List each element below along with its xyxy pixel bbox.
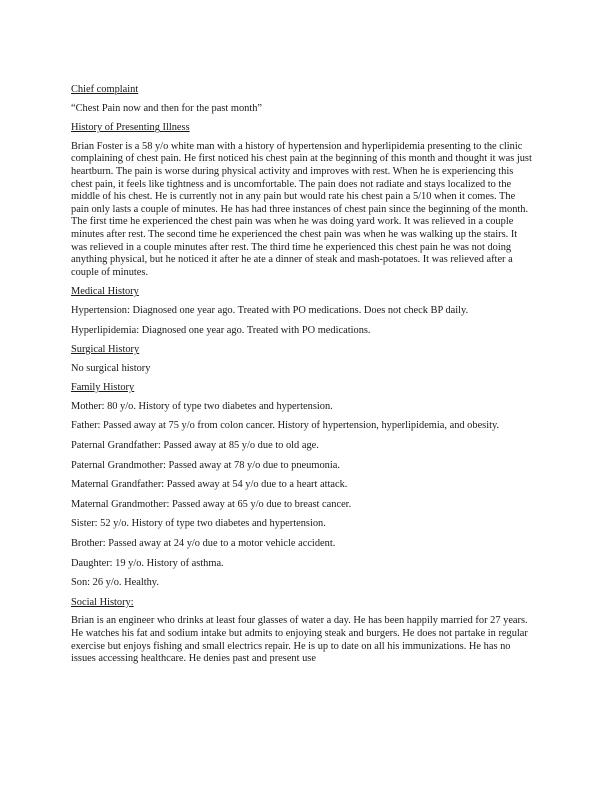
family-history-item: Son: 26 y/o. Healthy.: [71, 577, 159, 589]
medical-history-item: Hyperlipidemia: Diagnosed one year ago. Treated with PO medications.: [71, 324, 371, 336]
document-page: [71, 84, 533, 673]
family-history-item: Father: Passed away at 75 y/o from colon cancer. History of hypertension, hyperlipidemia, and obesity.: [71, 420, 500, 432]
family-history-item: Paternal Grandfather: Passed away at 85 y/o due to old age.: [71, 440, 319, 452]
family-history-item: Brother: Passed away at 24 y/o due to a motor vehicle accident.: [71, 538, 336, 550]
medical-history-item: Hypertension: Diagnosed one year ago. Treated with PO medications. Does not check BP daily.: [71, 304, 469, 316]
family-history-item: Mother: 80 y/o. History of type two diabetes and hypertension.: [71, 400, 333, 412]
hpi-heading: History of Presenting Illness: [71, 122, 190, 134]
family-history-item: Sister: 52 y/o. History of type two diabetes and hypertension.: [71, 518, 326, 530]
family-history-heading: Family History: [71, 382, 135, 394]
hpi-paragraph: Brian Foster is a 58 y/o white man with a history of hypertension and hyperlipidemia presenting to the clinic complaining of chest pain. He first noticed his chest pain at the beginning of this month and thought it was just heartburn. The pain is worse during physical activity and improves with rest. When he is experiencing this chest pain, it feels like tightness and is uncomfortable. The pain does not radiate and stays localized to the middle of his chest. He is currently not in any pain but would rate his chest pain a 5/10 when it comes. The pain only lasts a couple of minutes. He has had three instances of chest pain since the beginning of the month. The first time he experienced the chest pain was when he was doing yard work. It was relieved in a couple minutes after rest. The second time he experienced the chest pain was when he was walking up the stairs. It was relieved in a couple minutes after rest. The third time he experienced this chest pain he was not doing anything physical, but he noticed it after he ate a dinner of steak and mash-potatoes. It was relieved after a couple of minutes.: [71, 140, 532, 278]
surgical-history-heading: Surgical History: [71, 344, 140, 356]
medical-history-heading: Medical History: [71, 286, 139, 298]
surgical-history-text: No surgical history: [71, 362, 151, 374]
family-history-item: Daughter: 19 y/o. History of asthma.: [71, 557, 224, 569]
family-history-item: Maternal Grandmother: Passed away at 65 y/o due to breast cancer.: [71, 498, 352, 510]
social-history-heading: Social History:: [71, 596, 134, 608]
chief-complaint-quote: “Chest Pain now and then for the past month”: [71, 102, 263, 114]
social-history-paragraph: Brian is an engineer who drinks at least four glasses of water a day. He has been happily married for 27 years. He watches his fat and sodium intake but admits to enjoying steak and burgers. He does not partake in regular exercise but enjoys fishing and small electrics repair. He is up to date on all his immunizations. He has no issues accessing healthcare. He denies past and present use: [71, 615, 528, 665]
family-history-item: Maternal Grandfather: Passed away at 54 y/o due to a heart attack.: [71, 479, 348, 491]
chief-complaint-heading: Chief complaint: [71, 84, 139, 95]
family-history-item: Paternal Grandmother: Passed away at 78 y/o due to pneumonia.: [71, 459, 340, 471]
